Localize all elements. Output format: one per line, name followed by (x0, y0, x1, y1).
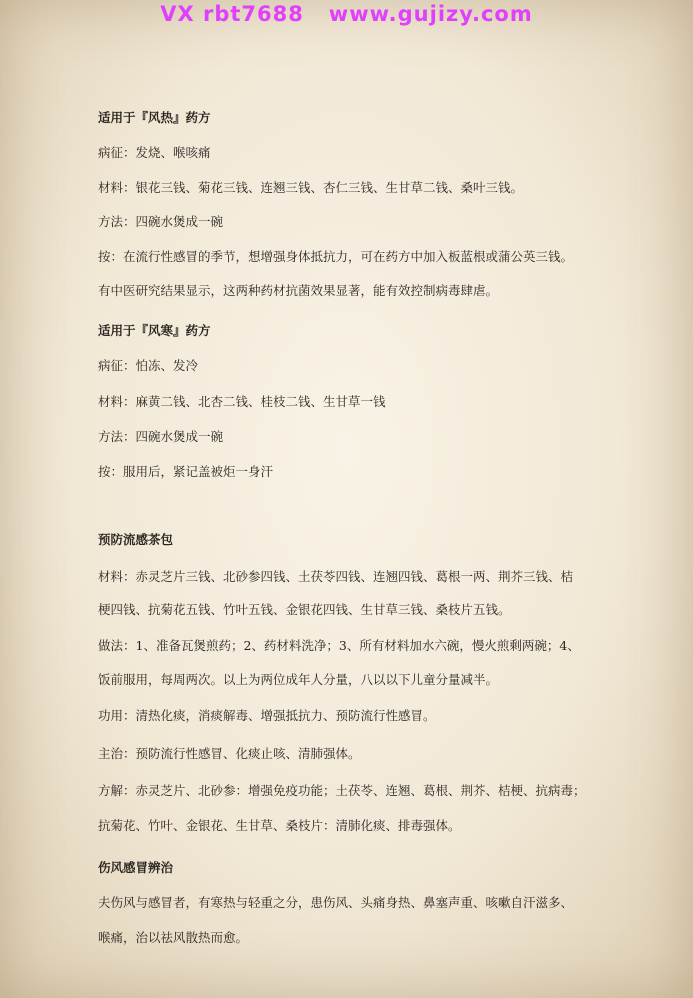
method-line-continued: 饭前服用，每周两次。以上为两位成年人分量，八以以下儿童分量减半。 (98, 672, 499, 687)
section-title-cold-diagnosis: 伤风感冒辨治 (98, 860, 174, 875)
explain-line-continued: 抗菊花、竹叶、金银花、生甘草、桑枝片：清肺化痰、排毒强体。 (98, 818, 461, 833)
method-line: 方法：四碗水煲成一碗 (98, 214, 224, 229)
material-line: 材料：银花三钱、菊花三钱、连翘三钱、杏仁三钱、生甘草二钱、桑叶三钱。 (98, 180, 524, 195)
section-title-flu-tea: 预防流感茶包 (98, 532, 174, 547)
body-line: 夫伤风与感冒者，有寒热与轻重之分，患伤风、头痛身热、鼻塞声重、咳嗽自汗滋多、 (98, 895, 574, 910)
symptom-line: 病征：发烧、喉咳痛 (98, 145, 211, 160)
method-line: 做法：1、准备瓦煲煎药；2、药材料洗净；3、所有材料加水六碗，慢火煎剩两碗；4、 (98, 638, 580, 653)
section-title-wind-cold: 适用于『风寒』药方 (98, 323, 211, 338)
treat-line: 主治：预防流行性感冒、化痰止咳、清肺强体。 (98, 746, 361, 761)
note-line-continued: 有中医研究结果显示，这两种药材抗菌效果显著，能有效控制病毒肆虐。 (98, 283, 499, 298)
method-line: 方法：四碗水煲成一碗 (98, 429, 224, 444)
material-line: 材料：赤灵芝片三钱、北砂参四钱、土茯苓四钱、连翘四钱、葛根一两、荆芥三钱、桔 (98, 569, 574, 584)
effect-line: 功用：清热化痰，消痰解毒、增强抵抗力、预防流行性感冒。 (98, 708, 436, 723)
section-title-wind-heat: 适用于『风热』药方 (98, 110, 211, 125)
material-line: 材料：麻黄二钱、北杏二钱、桂枝二钱、生甘草一钱 (98, 394, 386, 409)
material-line-continued: 梗四钱、抗菊花五钱、竹叶五钱、金银花四钱、生甘草三钱、桑枝片五钱。 (98, 602, 511, 617)
body-line-continued: 喉痛，治以祛风散热而愈。 (98, 930, 249, 945)
symptom-line: 病征：怕冻、发冷 (98, 358, 199, 373)
watermark-text: VX rbt7688 www.gujizy.com (160, 2, 533, 26)
explain-line: 方解：赤灵芝片、北砂参：增强免疫功能；土茯苓、连翘、葛根、荆芥、桔梗、抗病毒； (98, 783, 586, 798)
note-line: 按：服用后，紧记盖被炬一身汗 (98, 464, 274, 479)
note-line: 按：在流行性感冒的季节，想增强身体抵抗力，可在药方中加入板蓝根或蒲公英三钱。 (98, 249, 574, 264)
